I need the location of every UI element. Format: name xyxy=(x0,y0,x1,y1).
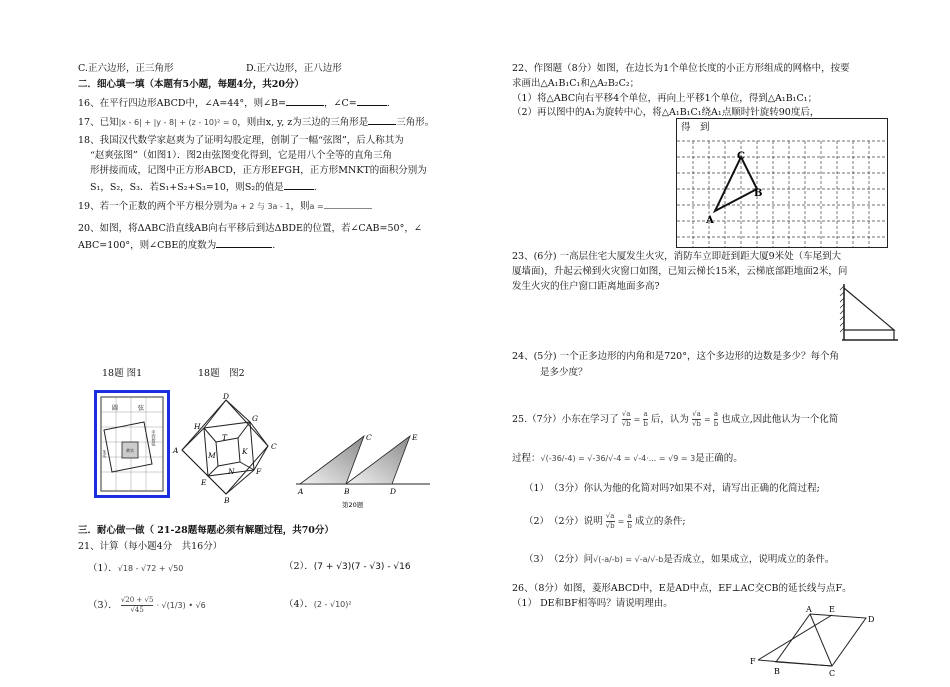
fig20-caption: 第20题 xyxy=(342,501,364,509)
fig20-label-D: D xyxy=(390,487,397,496)
q17 xyxy=(78,114,434,130)
fig1-label-xian: 弦 xyxy=(138,405,145,412)
q26-line2: （1） DE和BF相等吗？请说明理由。 xyxy=(512,598,673,609)
q21-1-label: （1）． xyxy=(88,563,118,574)
q19-text: 19、若一个正数的两个平方根分别为 xyxy=(78,201,233,212)
q25-frac3 xyxy=(692,410,701,429)
q16 xyxy=(78,95,390,111)
q21-2 xyxy=(284,560,411,575)
q25-eq2: = xyxy=(703,415,711,424)
fig2-label-M: M xyxy=(208,451,216,460)
q25-sub3-formula: √(-a/-b) = √-a/√-b xyxy=(593,555,664,564)
fig2-label-D: D xyxy=(223,392,230,401)
q20-blank[interactable] xyxy=(216,237,272,248)
q24-line2: 是多少度？ xyxy=(540,367,588,378)
section-2-heading: 二．细心填一填（本题有5小题，每题4分，共20分） xyxy=(78,79,304,90)
fig2-label-H: H xyxy=(194,422,201,431)
q17-text2: ，则由x, y, z为三边的三角形是 xyxy=(237,117,369,128)
q20-line1: 20、如图，将ΔABC沿直线AB向右平移后到达ΔBDE的位置，若∠CAB=50°，∠ xyxy=(78,223,422,234)
q18-line1: 18、我国汉代数学家赵爽为了证明勾股定理，创制了一幅“弦图”，后人称其为 xyxy=(78,135,404,146)
q20-line2 xyxy=(78,237,275,253)
q23-line3: 发生火灾的住户窗口距离地面多高? xyxy=(512,281,660,292)
q22-grid-figure xyxy=(676,118,888,248)
q25-line1 xyxy=(512,410,838,429)
q22-line4: （2）再以图中的A₁为旋转中心，将△A₁B₁C₁绕A₁点顺时针旋转90度后， xyxy=(512,107,820,118)
fig2-label-A: A xyxy=(173,446,179,455)
q25-sub2-frac2-den: b xyxy=(627,522,632,530)
q17-formula: |x - 6| + |y - 8| + (z - 10)² = 0 xyxy=(118,118,238,127)
q19-var: a = xyxy=(309,202,324,211)
fig2-label-T: T xyxy=(222,433,228,442)
q18-line3: 形拼接而成，记图中正方形ABCD，正方形EFGH，正方形MNKT的面积分别为 xyxy=(90,165,427,176)
fig1-label-side: 中四按弦 xyxy=(151,430,157,446)
fig2-label-N: N xyxy=(228,467,235,476)
q25-frac1 xyxy=(622,410,631,429)
q25-frac4-den: b xyxy=(713,420,719,428)
q21: 21、计算（每小题4分 共16分） xyxy=(78,541,223,552)
fig1-label-huang: 黄实 xyxy=(126,448,134,453)
q25-frac2 xyxy=(643,410,647,429)
q25-text5: 是正确的。 xyxy=(695,453,743,464)
fig2-label-K: K xyxy=(242,447,248,456)
q25-sub2-frac1-den: √b xyxy=(605,522,615,530)
fig2-label-C: C xyxy=(271,442,277,451)
fig18-2-diagram xyxy=(172,392,276,504)
q25-frac2-num: a xyxy=(643,410,648,418)
q25-text4: 过程： xyxy=(512,453,541,464)
q21-4 xyxy=(284,598,352,612)
fig2-label-G: G xyxy=(252,414,258,423)
q25-sub2-frac2-num: a xyxy=(627,512,632,520)
option-c: C.正六边形，正三角形 xyxy=(78,63,174,74)
q25-frac4 xyxy=(714,410,718,429)
q21-3-fraction xyxy=(121,596,154,615)
fig1-label-zhu: 朱实 xyxy=(102,450,108,458)
fig2-label-F: F xyxy=(256,467,262,476)
q26-label-E: E xyxy=(829,605,835,614)
q21-3 xyxy=(88,596,206,615)
fig18-1-diagram xyxy=(94,390,170,498)
q21-3-label: （3）． xyxy=(88,600,118,611)
q18-end: . xyxy=(313,182,317,193)
q25-line2 xyxy=(512,452,743,466)
q25-sub3-text2: 是否成立，如果成立，说明成立的条件。 xyxy=(663,554,835,565)
fig1-label-yuan: 圆 xyxy=(112,405,119,412)
q16-blank-b[interactable] xyxy=(286,95,324,106)
q22-label-B: B xyxy=(754,188,763,199)
q16-text: 16、在平行四边形ABCD中，∠A=44°，则∠B= xyxy=(78,98,287,109)
q23-line2: 厦墙面)，升起云梯到火灾窗口如图，已知云梯长15米，云梯底部距地面2米，问 xyxy=(512,266,848,277)
q25-frac3-num: √a xyxy=(692,410,701,418)
q26-label-C: C xyxy=(829,669,836,678)
q22-line2: 求画出△A₁B₁C₁和△A₂B₂C₂； xyxy=(512,78,640,89)
q22-label-C: C xyxy=(737,151,745,162)
q22-line1: 22、作图题（8分）如图，在边长为1个单位长度的小正方形组成的网格中，按要 xyxy=(512,63,850,74)
fig20-label-E: E xyxy=(412,433,418,442)
q25-text2: 后，认为 xyxy=(650,414,689,425)
q26-label-A: A xyxy=(806,605,812,614)
q25-sub2-text2: 成立的条件; xyxy=(634,516,686,527)
q20-end: . xyxy=(272,240,276,251)
q25-sub2-text: （2） （2分）说明 xyxy=(524,516,603,527)
q25-sub2-eq: = xyxy=(617,517,625,526)
q17-text: 17、已知 xyxy=(78,117,119,128)
q21-4-label: （4）． xyxy=(284,599,314,610)
q21-2-formula: (7 + √3)(7 - √3) - √16 xyxy=(313,562,411,572)
q22-label-A: A xyxy=(706,215,714,226)
q22-line3: （1）将△ABC向右平移4个单位，再向上平移1个单位，得到△A₁B₁C₁； xyxy=(512,93,818,104)
q19-formula: a + 2 与 3a - 1 xyxy=(232,202,291,211)
q26-label-B: B xyxy=(774,667,780,676)
fig2-label-E: E xyxy=(201,478,207,487)
fig20-label-C: C xyxy=(366,433,372,442)
q26-label-D: D xyxy=(868,615,875,624)
q18-text: S₁，S₂，S₃．若S₁+S₂+S₃=10，则S₂的值是 xyxy=(90,182,284,193)
q26-label-F: F xyxy=(750,657,756,666)
fig20-label-A: A xyxy=(298,487,304,496)
q23-ladder-figure xyxy=(838,282,900,344)
q25-sub2-frac1 xyxy=(606,512,615,531)
q18-blank[interactable] xyxy=(284,179,314,190)
section-3-heading: 三．耐心做一做（ 21-28题每题必须有解题过程，共70分） xyxy=(78,525,334,536)
q21-1-formula: √18 - √72 + √50 xyxy=(117,564,184,573)
q19-blank[interactable] xyxy=(324,198,372,209)
q26-line1: 26、（8分）如图，菱形ABCD中，E是AD中点，EF⊥AC交CB的延长线与点F。 xyxy=(512,583,852,594)
q25-calc: √(-36/-4) = √-36/√-4 = √-4·... = √9 = 3 xyxy=(540,454,696,463)
q25-frac1-num: √a xyxy=(621,410,631,418)
q24-line1: 24、(5分) 一个正多边形的内角和是720°，这个多边形的边数是多少？每个角 xyxy=(512,351,839,362)
q17-end: 三角形。 xyxy=(396,117,435,128)
q25-text: 25.（7分）小东在学习了 xyxy=(512,414,619,425)
q19-text2: ，则 xyxy=(290,201,310,212)
q21-3-denominator: √45 xyxy=(130,606,144,614)
q21-2-label: （2）． xyxy=(284,561,314,572)
q25-frac3-den: √b xyxy=(691,420,701,428)
q18-line2: “赵爽弦图”（如图1）．图2由弦图变化得到，它是用八个全等的直角三角 xyxy=(90,150,393,161)
q21-3-numerator: √20 + √5 xyxy=(120,596,154,604)
q23-line1: 23、(6分) 一高层住宅大厦发生火灾，消防车立即赶到距大厦9米处（车尾到大 xyxy=(512,251,842,262)
q16-end: . xyxy=(386,98,390,109)
q25-text3: 也成立,因此他认为一个化简 xyxy=(721,414,839,425)
q25-sub2-frac2 xyxy=(627,512,631,531)
q22-grid-svg xyxy=(677,119,887,247)
q26-rhombus-figure xyxy=(748,604,880,684)
q17-blank[interactable] xyxy=(368,114,396,125)
q20-text: ABC=100°，则∠CBE的度数为 xyxy=(78,240,217,251)
q25-sub2-frac1-num: √a xyxy=(605,512,615,520)
q16-text2: ，∠C= xyxy=(324,98,357,109)
q25-sub3 xyxy=(524,553,834,567)
fig18-1-caption: 18题 图1 xyxy=(102,368,143,379)
q21-1 xyxy=(88,562,183,576)
q25-frac1-den: √b xyxy=(621,420,631,428)
q25-sub2 xyxy=(524,512,686,531)
q25-eq: = xyxy=(633,415,641,424)
option-d: D.正六边形，正八边形 xyxy=(246,63,342,74)
q22-caption: 得 到 xyxy=(681,122,710,133)
fig18-2-caption: 18题 图2 xyxy=(198,368,245,379)
fig20-label-B: B xyxy=(344,487,350,496)
q25-frac2-den: b xyxy=(643,420,648,428)
q19 xyxy=(78,198,372,214)
q25-sub1: （1） （3分）你认为他的化简对吗?如果不对，请写出正确的化简过程; xyxy=(524,483,820,494)
q21-4-formula: (2 - √10)² xyxy=(313,600,352,609)
fig20-diagram xyxy=(290,426,436,510)
fig2-label-B: B xyxy=(224,496,230,505)
q18-line4 xyxy=(90,179,317,195)
q16-blank-c[interactable] xyxy=(357,95,387,106)
q25-frac4-num: a xyxy=(713,410,719,418)
q21-3-tail: · √(1/3) • √6 xyxy=(156,601,206,610)
q25-sub3-text: （3） （2分）问 xyxy=(524,554,594,565)
